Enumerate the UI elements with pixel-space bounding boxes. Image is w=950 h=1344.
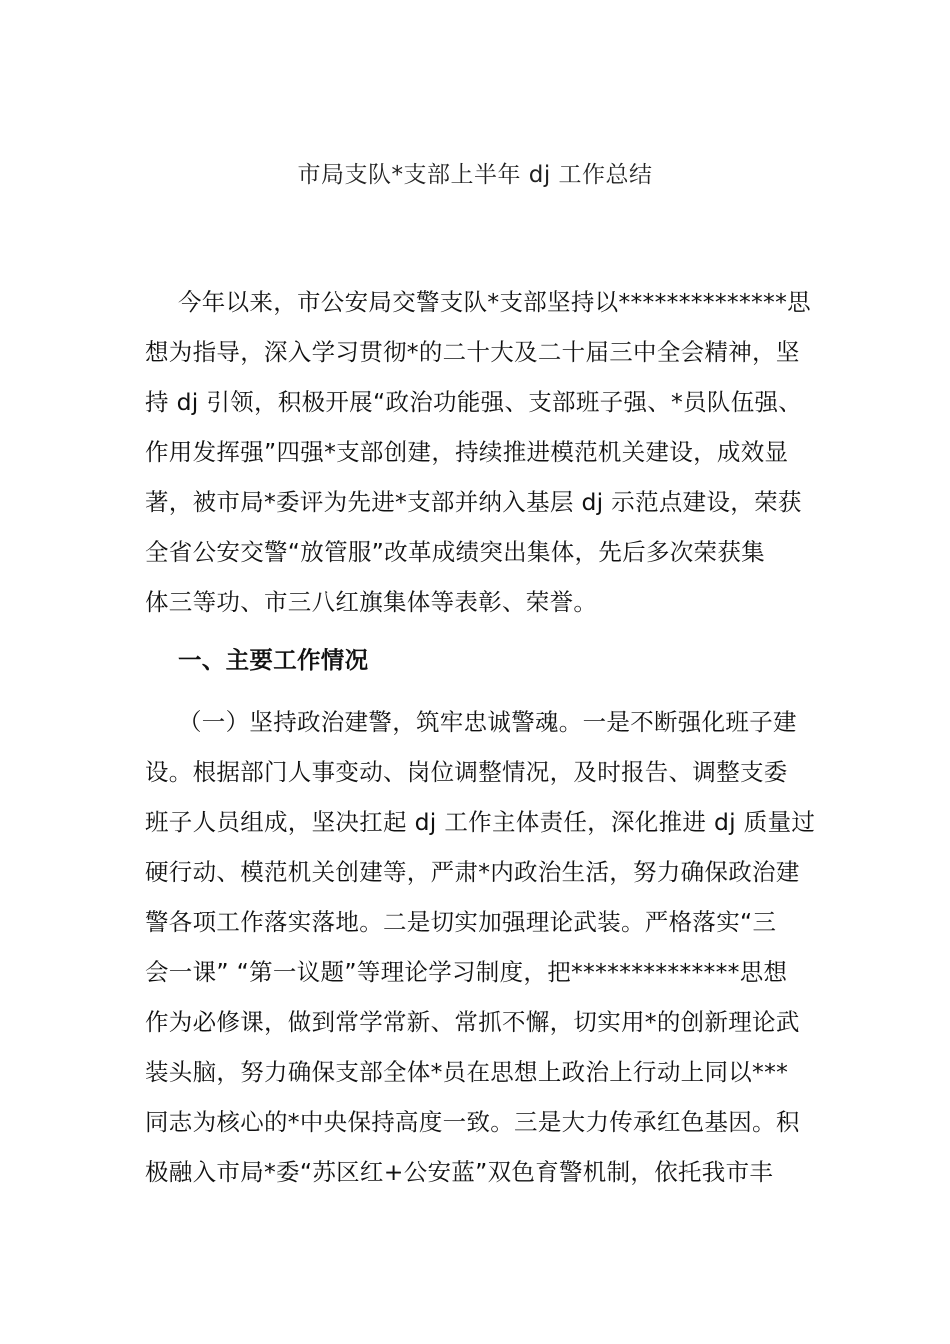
intro-line: 体三等功、市三八红旗集体等表彰、荣誉。 [145,588,598,616]
intro-line: 今年以来，市公安局交警支队*支部坚持以**************思 [178,288,811,316]
section-line: 极融入市局*委“苏区红+公安蓝”双色育警机制，依托我市丰 [145,1158,774,1186]
intro-line: 著，被市局*委评为先进*支部并纳入基层 dj 示范点建设，荣获 [145,488,802,516]
section-line: 同志为核心的*中央保持高度一致。三是大力传承红色基因。积 [145,1108,800,1136]
intro-line: 持 dj 引领，积极开展“政治功能强、支部班子强、*员队伍强、 [145,388,803,416]
intro-line: 作用发挥强”四强*支部创建，持续推进模范机关建设，成效显 [145,438,789,466]
document-title: 市局支队*支部上半年 dj 工作总结 [297,162,653,188]
section-heading: 一、主要工作情况 [178,646,369,674]
section-line: 警各项工作落实落地。二是切实加强理论武装。严格落实“三 [145,908,777,936]
intro-line: 全省公安交警“放管服”改革成绩突出集体，先后多次荣获集 [145,538,765,566]
intro-line: 想为指导，深入学习贯彻*的二十大及二十届三中全会精神，坚 [145,338,800,366]
section-line: 班子人员组成，坚决扛起 dj 工作主体责任，深化推进 dj 质量过 [145,808,816,836]
section-line: 会一课” “第一议题”等理论学习制度，把**************思想 [145,958,788,986]
section-line: 硬行动、模范机关创建等，严肃*内政治生活，努力确保政治建 [145,858,800,886]
section-line: 装头脑，努力确保支部全体*员在思想上政治上行动上同以*** [145,1058,789,1086]
section-line: 设。根据部门人事变动、岗位调整情况，及时报告、调整支委 [145,758,788,786]
section-line: （一）坚持政治建警，筑牢忠诚警魂。一是不断强化班子建 [178,708,797,736]
section-line: 作为必修课，做到常学常新、常抓不懈，切实用*的创新理论武 [145,1008,800,1036]
